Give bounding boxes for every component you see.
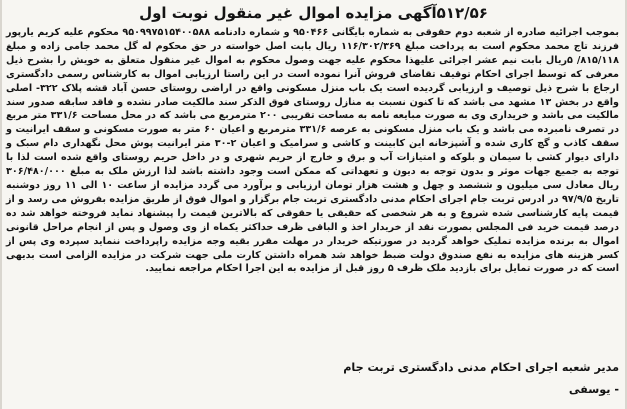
signature-title: مدیر شعبه اجرای احکام مدنی دادگستری تربت جام	[343, 361, 619, 374]
notice-title: ۵۱۲/۵۶آگهی مزایده اموال غیر منقول نوبت اول	[139, 4, 488, 22]
notice-body: بموجب اجرائیه صادره از شعبه دوم حقوقی به شماره بایگانی ۹۵۰۴۶۶ و شماره دادنامه ۹۵۰۹۹۷۵۱۵۴۰۰۵۸۸ محکوم علیه کریم یارپور فرزند تاج محمد محکوم است به پرداخت مبلغ ۱۱۶/۳۰۲/۳۶۹ ریال بابت اصل خواسته در حق محکوم له گل محمد جامی زاده و مبلغ ۸۱۵/۱۱۸/ ۵ریال بابت نیم عشر اجرائی علیهذا محکوم علیه جهت وصول محکوم به اموال غیر منقول متعلق به خویش را بشرح ذیل معرفی که توسط اجرای احکام توقیف تقاضای فروش آنرا نموده است در این راستا ارزیابی اموال به کارشناس رسمی دادگستری ارجاع با شرح ذیل توصیف و ارزیابی گردیده است یک باب منزل مسکونی واقع در اراضی روستای حسن آباد قشه پلاک ۳۲۲- اصلی واقع در بخش ۱۳ مشهد می باشد که تا کنون نسبت به منازل روستای فوق الذکر سند مالکیت صادر نشده و فاقد سابقه صدور سند مالکیت می باشد و خریداری وی به صورت مبایعه نامه به مساحت تقریبی ۲۰۰ مترمربع می باشد که در محل مساحت ۳۳۱/۶ متر مربع در تصرف نامبرده می باشد و یک باب منزل مسکونی به عرصه ۳۳۱/۶ مترمربع و اعیان ۶۰ متر به صورت مسکونی و سقف ایرانیت و سقف کاذب و گچ کاری شده و آشپزخانه این کابینت و کاشی و سرامیک و اعیان ۲-۳۰ متر ایرانیت پوش محل نگهداری دام سبک و دارای دیوار کشی با سیمان و بلوکه و امتیازات آب و برق و خارج از حریم شهری و در داخل حریم روستای واقع شده است لذا با توجه به جمیع جهات موثر و بدون توجه به دیون و تعهداتی که ممکن است وجود داشته باشد لذا ارزش ملک به مبلغ ۳۰۶/۴۸۰/۰۰۰ ریال معادل سی میلیون و ششصد و چهل و هشت هزار تومان ارزیابی و برآورد می گردد مزایده از ساعت ۱۰ الی ۱۱ روز دوشنبه تاریخ ۹۷/۹/۵ در ادرس تربت جام اجرای احکام مدنی دادگستری تربت جام برگزار و اموال فوق از طریق مزایده بفروش می رسد و از قیمت پایه کارشناسی شده شروع و به هر شخصی که حقیقی یا حقوقی که بالاترین قیمت را پیشنهاد نماید فروخته خواهد شد ده درصد قیمت خرید فی المجلس بصورت نقد از خریدار اخذ و الباقی ظرف حداکثر یکماه از وی وصول و پس از انجام مراحل قانونی اموال به برنده مزایده تملیک خواهد گردید در صورتیکه خریدار در مهلت مقرر بقیه وجه مزایده راپرداخت ننماید سپرده وی پس از کسر هزینه های مزایده به نفع صندوق دولت ضبط خواهد شد همراه داشتن کارت ملی جهت شرکت در مزایده الزامی است بدیهی است که در صورت تمایل برای بازدید ملک ظرف ۵ روز قبل از مزایده به این اجرا احکام مراجعه نمایید.	[6, 27, 620, 275]
signature-name: - یوسفی	[568, 383, 619, 396]
left-edge-divider	[0, 0, 2, 409]
